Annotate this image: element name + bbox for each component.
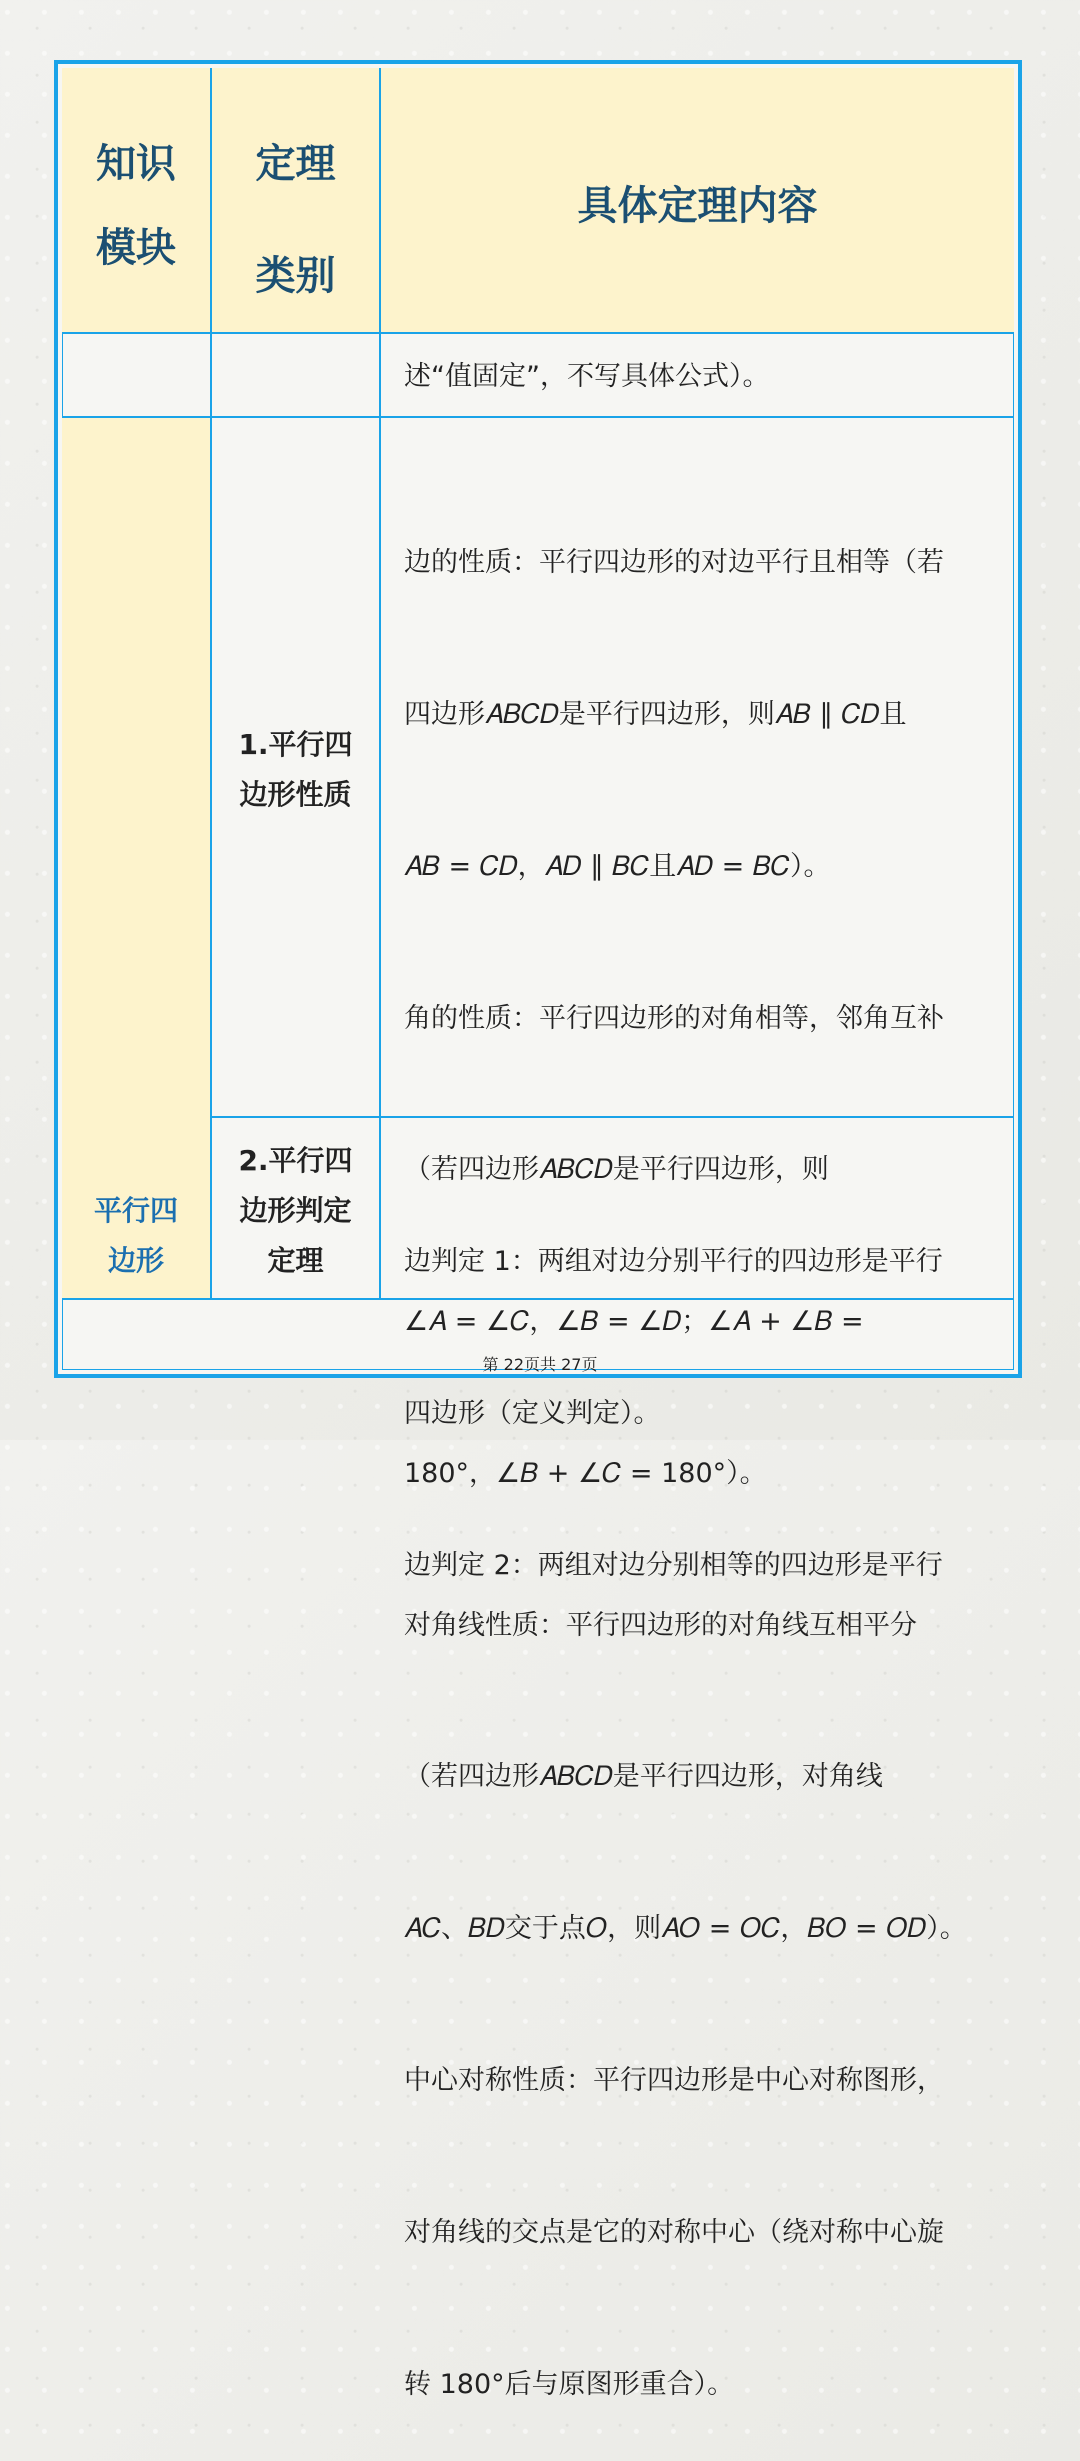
section1-line: 角的性质：平行四边形的对角相等，邻角互补 [404, 1002, 944, 1034]
section1-line: （若四边形𝐴𝐵𝐶𝐷是平行四边形，对角线 [404, 1761, 883, 1793]
header-theorem-category [212, 108, 379, 332]
section2-content [404, 1136, 943, 1642]
row-divider-continued [62, 416, 1014, 418]
page-number: 第 22页共 27页 [482, 1355, 598, 1374]
header-col1-line2: 模块 [96, 225, 176, 271]
module-name [62, 1186, 210, 1286]
header-theorem-content [381, 164, 1014, 248]
module-name-line2: 边形 [107, 1244, 164, 1277]
section1-label-line2: 边形性质 [239, 778, 352, 811]
section2-line: 四边形（定义判定）。 [404, 1397, 661, 1429]
continued-content: 述“值固定”，不写具体公式）。 [404, 361, 770, 392]
section2-label [212, 1136, 379, 1286]
section1-line: ∠𝐴 = ∠𝐶，∠𝐵 = ∠𝐷；∠𝐴 + ∠𝐵 = [404, 1306, 864, 1338]
header-col1-line1: 知识 [96, 141, 176, 187]
section1-line: 对角线性质：平行四边形的对角线互相平分 [404, 1609, 917, 1641]
section1-line: （若四边形𝐴𝐵𝐶𝐷是平行四边形，则 [404, 1154, 829, 1186]
section1-line: 180°，∠𝐵 + ∠𝐶 = 180°）。 [404, 1457, 767, 1489]
section1-line: 边的性质：平行四边形的对边平行且相等（若 [404, 547, 944, 579]
section1-line: 转 180°后与原图形重合）。 [404, 2368, 735, 2400]
header-col3: 具体定理内容 [577, 183, 818, 229]
header-knowledge-module [62, 122, 210, 290]
header-col2-line1: 定理 [255, 141, 336, 187]
section2-line: 边判定 2：两组对边分别相等的四边形是平行 [404, 1549, 943, 1581]
section2-label-line2: 边形判定 [239, 1194, 352, 1227]
section1-line: 四边形𝐴𝐵𝐶𝐷是平行四边形，则𝐴𝐵 ∥ 𝐶𝐷且 [404, 698, 907, 730]
section2-line: 边判定 1：两组对边分别平行的四边形是平行 [404, 1246, 943, 1278]
section1-line: 对角线的交点是它的对称中心（绕对称中心旋 [404, 2216, 944, 2248]
section1-label [212, 720, 379, 820]
section1-line: 𝐴𝐶、𝐵𝐷交于点𝑂，则𝐴𝑂 = 𝑂𝐶，𝐵𝑂 = 𝑂𝐷）。 [404, 1913, 967, 1945]
header-col2-line2: 类别 [255, 253, 336, 299]
module-cell [62, 418, 210, 1300]
section1-line: 中心对称性质：平行四边形是中心对称图形， [404, 2065, 944, 2096]
section1-label-line1: 1.平行四 [238, 728, 353, 761]
module-name-line1: 平行四 [93, 1194, 178, 1227]
section1-line: 𝐴𝐵 = 𝐶𝐷，𝐴𝐷 ∥ 𝐵𝐶且𝐴𝐷 = 𝐵𝐶）。 [404, 850, 831, 882]
section2-label-line3: 定理 [267, 1244, 324, 1277]
section2-label-line1: 2.平行四 [238, 1144, 353, 1177]
row-divider-header [62, 332, 1014, 334]
